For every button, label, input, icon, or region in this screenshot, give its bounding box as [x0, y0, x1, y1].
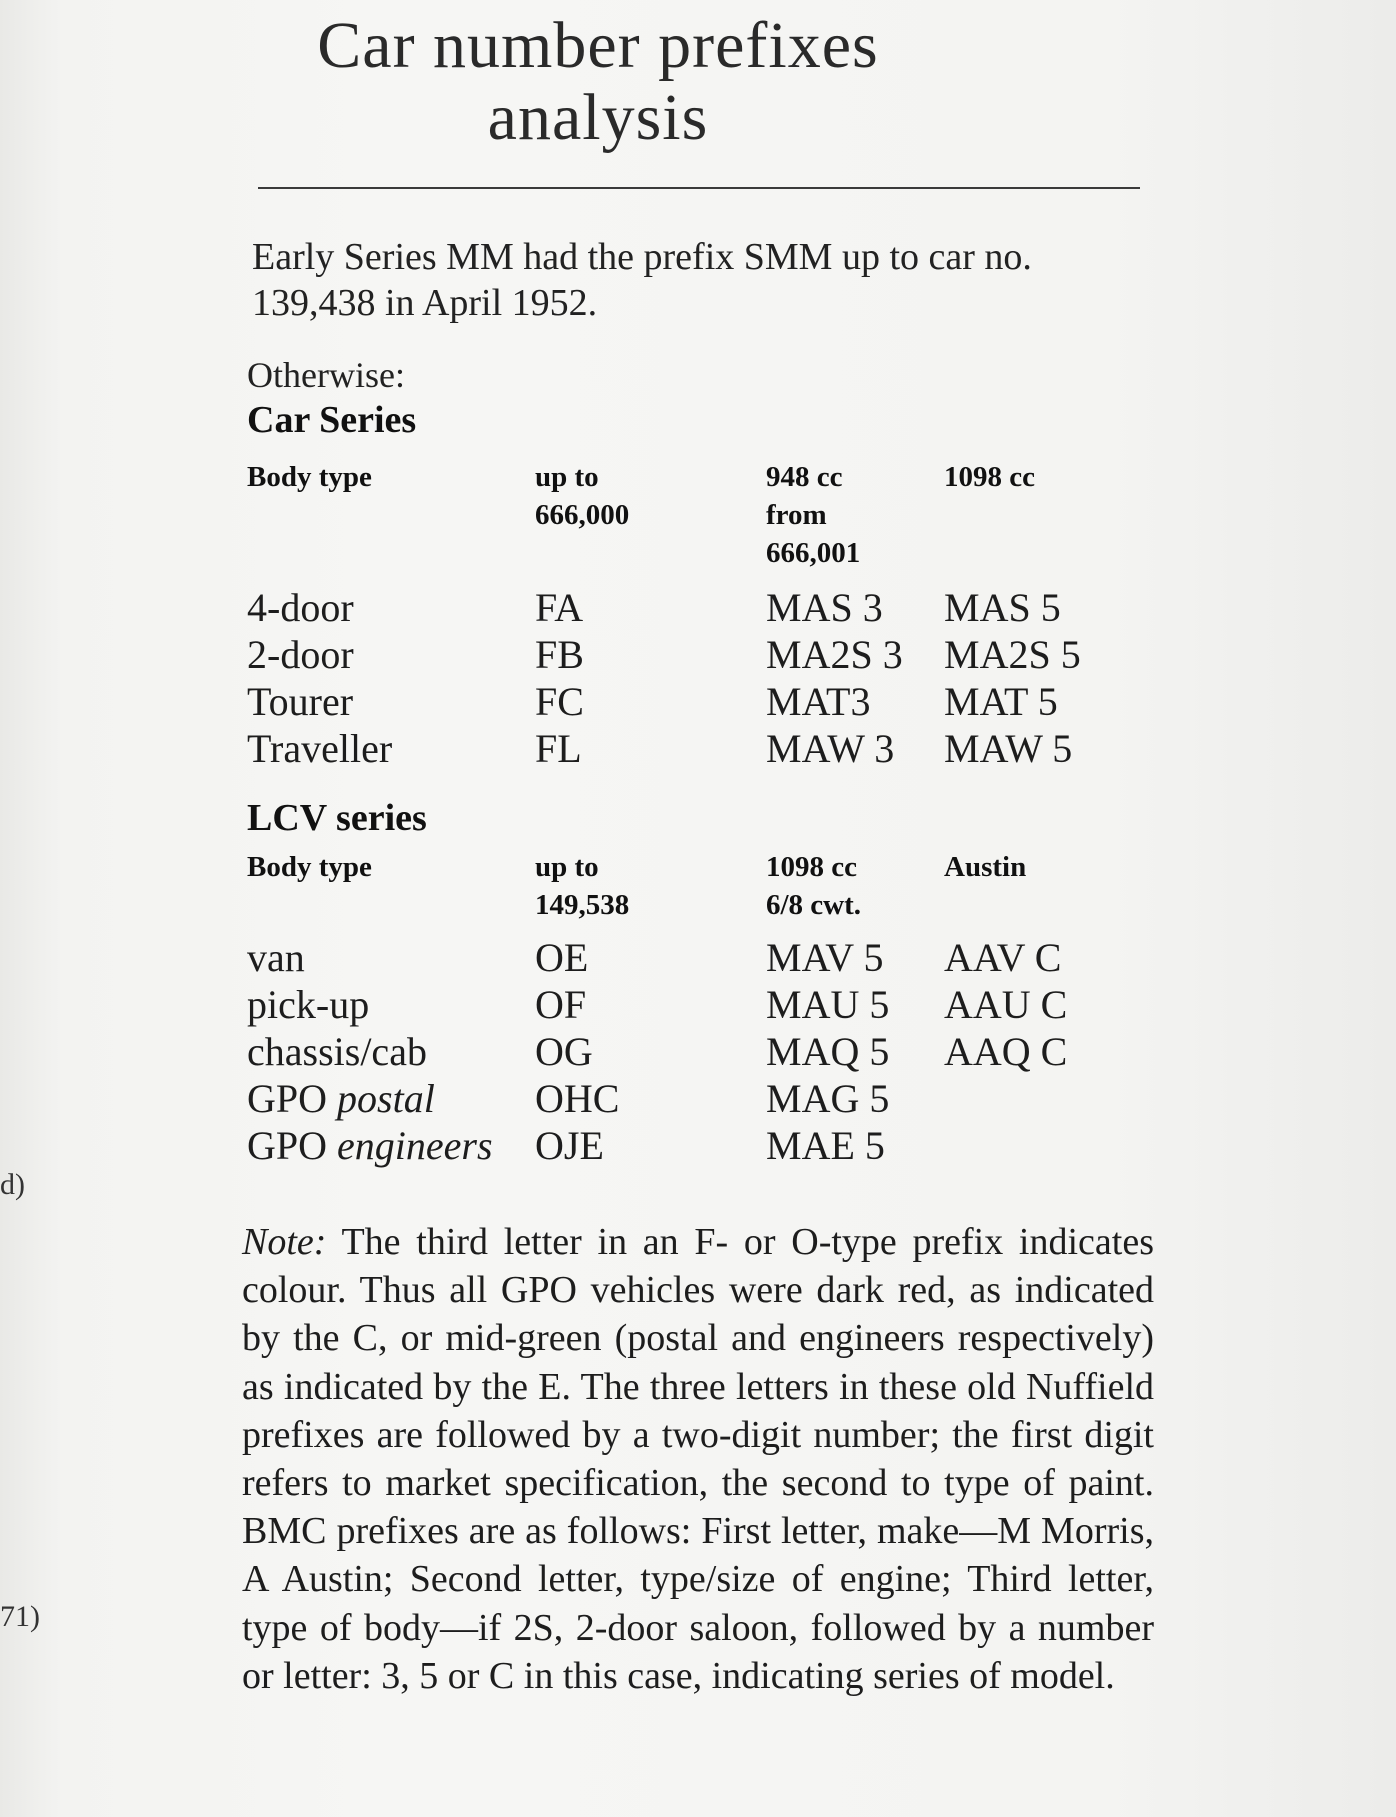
intro-paragraph: Early Series MM had the prefix SMM up to car no. 139,438 in April 1952.: [252, 236, 1032, 324]
lcv-series-column-header: Body type: [247, 851, 372, 883]
table-cell: [247, 1028, 427, 1075]
table-cell: OE: [535, 935, 589, 980]
table-cell: MA2S 3: [766, 632, 903, 677]
lcv-series-column-header: Austin: [944, 851, 1027, 883]
margin-fragment: d): [0, 1168, 25, 1201]
car-series-heading: Car Series: [247, 399, 417, 441]
table-cell: MAG 5: [766, 1076, 890, 1121]
lcv-series-column-header: up to 149,538: [535, 851, 630, 921]
table-cell: MAW 5: [944, 726, 1073, 771]
page-title: [0, 10, 1296, 154]
table-cell: [247, 1075, 435, 1122]
table-cell: [247, 934, 305, 981]
title-line: analysis: [487, 81, 709, 154]
table-cell: OG: [535, 1029, 593, 1074]
table-cell: MAW 3: [766, 726, 895, 771]
car-series-column-header: 1098 cc: [944, 461, 1035, 493]
table-cell: AAU C: [944, 982, 1068, 1027]
lcv-series-heading: LCV series: [247, 797, 427, 839]
table-cell: Traveller: [247, 726, 393, 771]
table-cell: FA: [535, 585, 584, 630]
body-type-text: van: [247, 935, 305, 980]
body-type-text: pick-up: [247, 982, 370, 1027]
body-type-text: GPO: [247, 1123, 338, 1168]
body-type-text: chassis/cab: [247, 1029, 427, 1074]
margin-fragment: 71): [0, 1600, 40, 1633]
table-cell: MAE 5: [766, 1123, 885, 1168]
car-series-column-header: 948 cc from 666,001: [766, 461, 861, 569]
table-cell: MAS 3: [766, 585, 883, 630]
car-series-column-header: Body type: [247, 461, 372, 493]
body-type-qualifier: postal: [337, 1076, 435, 1121]
table-cell: Tourer: [247, 679, 354, 724]
body-type-text: GPO: [247, 1076, 338, 1121]
table-cell: OJE: [535, 1123, 604, 1168]
table-cell: OHC: [535, 1076, 620, 1121]
table-cell: MA2S 5: [944, 632, 1081, 677]
car-series-column-header: up to 666,000: [535, 461, 630, 531]
table-cell: MAV 5: [766, 935, 884, 980]
table-cell: MAS 5: [944, 585, 1061, 630]
table-cell: FB: [535, 632, 584, 677]
body-type-qualifier: engineers: [337, 1123, 493, 1168]
table-cell: [247, 981, 369, 1028]
note-paragraph: [242, 1218, 1154, 1700]
table-cell: FL: [535, 726, 582, 771]
table-cell: AAV C: [944, 935, 1062, 980]
note-label: Note:: [242, 1221, 327, 1263]
table-cell: MAT 5: [944, 679, 1058, 724]
table-cell: MAU 5: [766, 982, 890, 1027]
lcv-series-column-header: 1098 cc 6/8 cwt.: [766, 851, 862, 921]
table-cell: OF: [535, 982, 587, 1027]
title-rule: [258, 187, 1140, 189]
table-cell: 2-door: [247, 632, 354, 677]
table-cell: [247, 1122, 493, 1169]
table-cell: FC: [535, 679, 584, 724]
note-text: The third letter in an F- or O-type prefix indicates colour. Thus all GPO vehicles were dark red, as indicated by the C, or mid-green (postal and engineers respectively) as indicated by the E. The three letters in these old Nuffield prefixes are followed by a two-digit number; the first digit refers to market specification, the second to type of paint. BMC prefixes are as follows: First letter, make—M Morris, A Austin; Second letter, type/size of engine; Third letter, type of body—if 2S, 2-door saloon, followed by a number or letter: 3, 5 or C in this case, indicating series of model.: [242, 1221, 1154, 1697]
title-line: Car number prefixes: [317, 9, 879, 82]
otherwise-label: Otherwise:: [247, 355, 405, 395]
table-cell: AAQ C: [944, 1029, 1068, 1074]
table-cell: 4-door: [247, 585, 354, 630]
table-cell: MAT3: [766, 679, 871, 724]
table-cell: MAQ 5: [766, 1029, 890, 1074]
